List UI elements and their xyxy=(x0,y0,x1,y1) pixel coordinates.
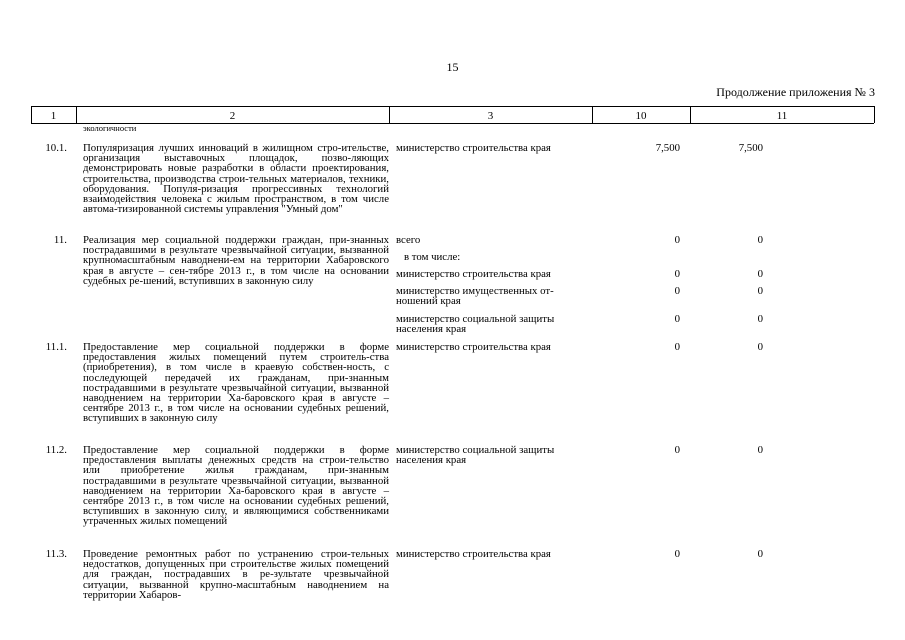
value-col-11: 0 xyxy=(757,234,763,246)
value-col-10: 0 xyxy=(674,341,680,353)
value-col-11: 7,500 xyxy=(738,142,763,154)
row-number: 11.2. xyxy=(45,444,67,456)
executor-name: министерство строительства края xyxy=(396,341,551,353)
value-col-11: 0 xyxy=(757,285,763,297)
header-col-11: 11 xyxy=(776,110,788,122)
executor-name: всего xyxy=(396,234,421,246)
header-col-3: 3 xyxy=(487,110,494,122)
page-number: 15 xyxy=(446,60,459,74)
executor-name: министерство имущественных от-ношений края xyxy=(396,285,554,308)
row-description: Проведение ремонтных работ по устранению строи-тельных недостатков, допущенных при строительстве жилых помещений для граждан, пострадавших в ре-зультате чрезвычайной ситуации, вызванной крупно-масштабным наводнением на территории Хабаров- xyxy=(83,548,389,601)
header-col-10: 10 xyxy=(635,110,647,122)
row-description: Предоставление мер социальной поддержки в форме предоставления выплаты денежных средств на строи-тельство или приобретение жилья гражданам, при-знанным пострадавшими в результате чрезвычайной ситуации, вызванной наводнением на территории Ха-баровского края в августе – сентябре 2013 г., в том числе на основании судебных решений, вступивших в законную силу, и являющимися собственниками утраченных жилых помещений xyxy=(83,444,389,528)
table-header-bottom-border xyxy=(31,123,874,124)
value-col-11: 0 xyxy=(757,444,763,456)
value-col-11: 0 xyxy=(757,548,763,560)
executor-name: министерство строительства края xyxy=(396,548,551,560)
value-col-10: 0 xyxy=(674,444,680,456)
appendix-continuation: Продолжение приложения № 3 xyxy=(716,85,875,99)
executor-name: министерство строительства края xyxy=(396,142,551,154)
row-number: 10.1. xyxy=(45,142,67,154)
row-number: 11.3. xyxy=(45,548,67,560)
row-description: Реализация мер социальной поддержки граждан, при-знанных пострадавшими в результате чрезвычайной ситуации, вызванной крупномасштабным наводнени-ем на территории Хабаровского края в августе – сен-тябре 2013 г., в том числе на основании судебных ре-шений, вступивших в законную силу xyxy=(83,234,389,287)
value-col-11: 0 xyxy=(757,268,763,280)
executor-name: в том числе: xyxy=(404,251,461,263)
value-col-10: 0 xyxy=(674,234,680,246)
row-description: Предоставление мер социальной поддержки в форме предоставления жилых помещений путем строитель-ства (приобретения), в том числе в краевую собствен-ность, с последующей передачей их гражданам, при-знанным пострадавшими в результате чрезвычайной ситуации, вызванной наводнением на территории Ха-баровского края в августе – сентябре 2013 г., в том числе на основании судебных решений, вступивших в законную силу xyxy=(83,341,389,425)
row-number: 11.1. xyxy=(45,341,67,353)
header-col-1: 1 xyxy=(50,110,57,122)
row-description: Популяризация лучших инноваций в жилищном стро-ительстве, организация выставочных площадок, позво-ляющих демонстрировать новые разработки в области проектирования, строительства, производства строи-тельных материалов, техники, оборудования. Популя-ризация прогрессивных технологий взаимодействия человека с жилым пространством, в том числе автома-тизированной системы управления "Умный дом" xyxy=(83,142,389,216)
col-divider xyxy=(874,106,875,123)
value-col-11: 0 xyxy=(757,341,763,353)
value-col-10: 0 xyxy=(674,548,680,560)
continued-text: экологичности xyxy=(83,123,137,133)
header-col-2: 2 xyxy=(229,110,236,122)
executor-name: министерство строительства края xyxy=(396,268,551,280)
value-col-11: 0 xyxy=(757,313,763,325)
executor-name: министерство социальной защиты населения края xyxy=(396,444,555,467)
value-col-10: 0 xyxy=(674,268,680,280)
value-col-10: 0 xyxy=(674,313,680,325)
row-number: 11. xyxy=(53,234,67,246)
value-col-10: 7,500 xyxy=(655,142,680,154)
executor-name: министерство социальной защиты населения края xyxy=(396,313,555,336)
table-top-border xyxy=(31,106,874,107)
value-col-10: 0 xyxy=(674,285,680,297)
